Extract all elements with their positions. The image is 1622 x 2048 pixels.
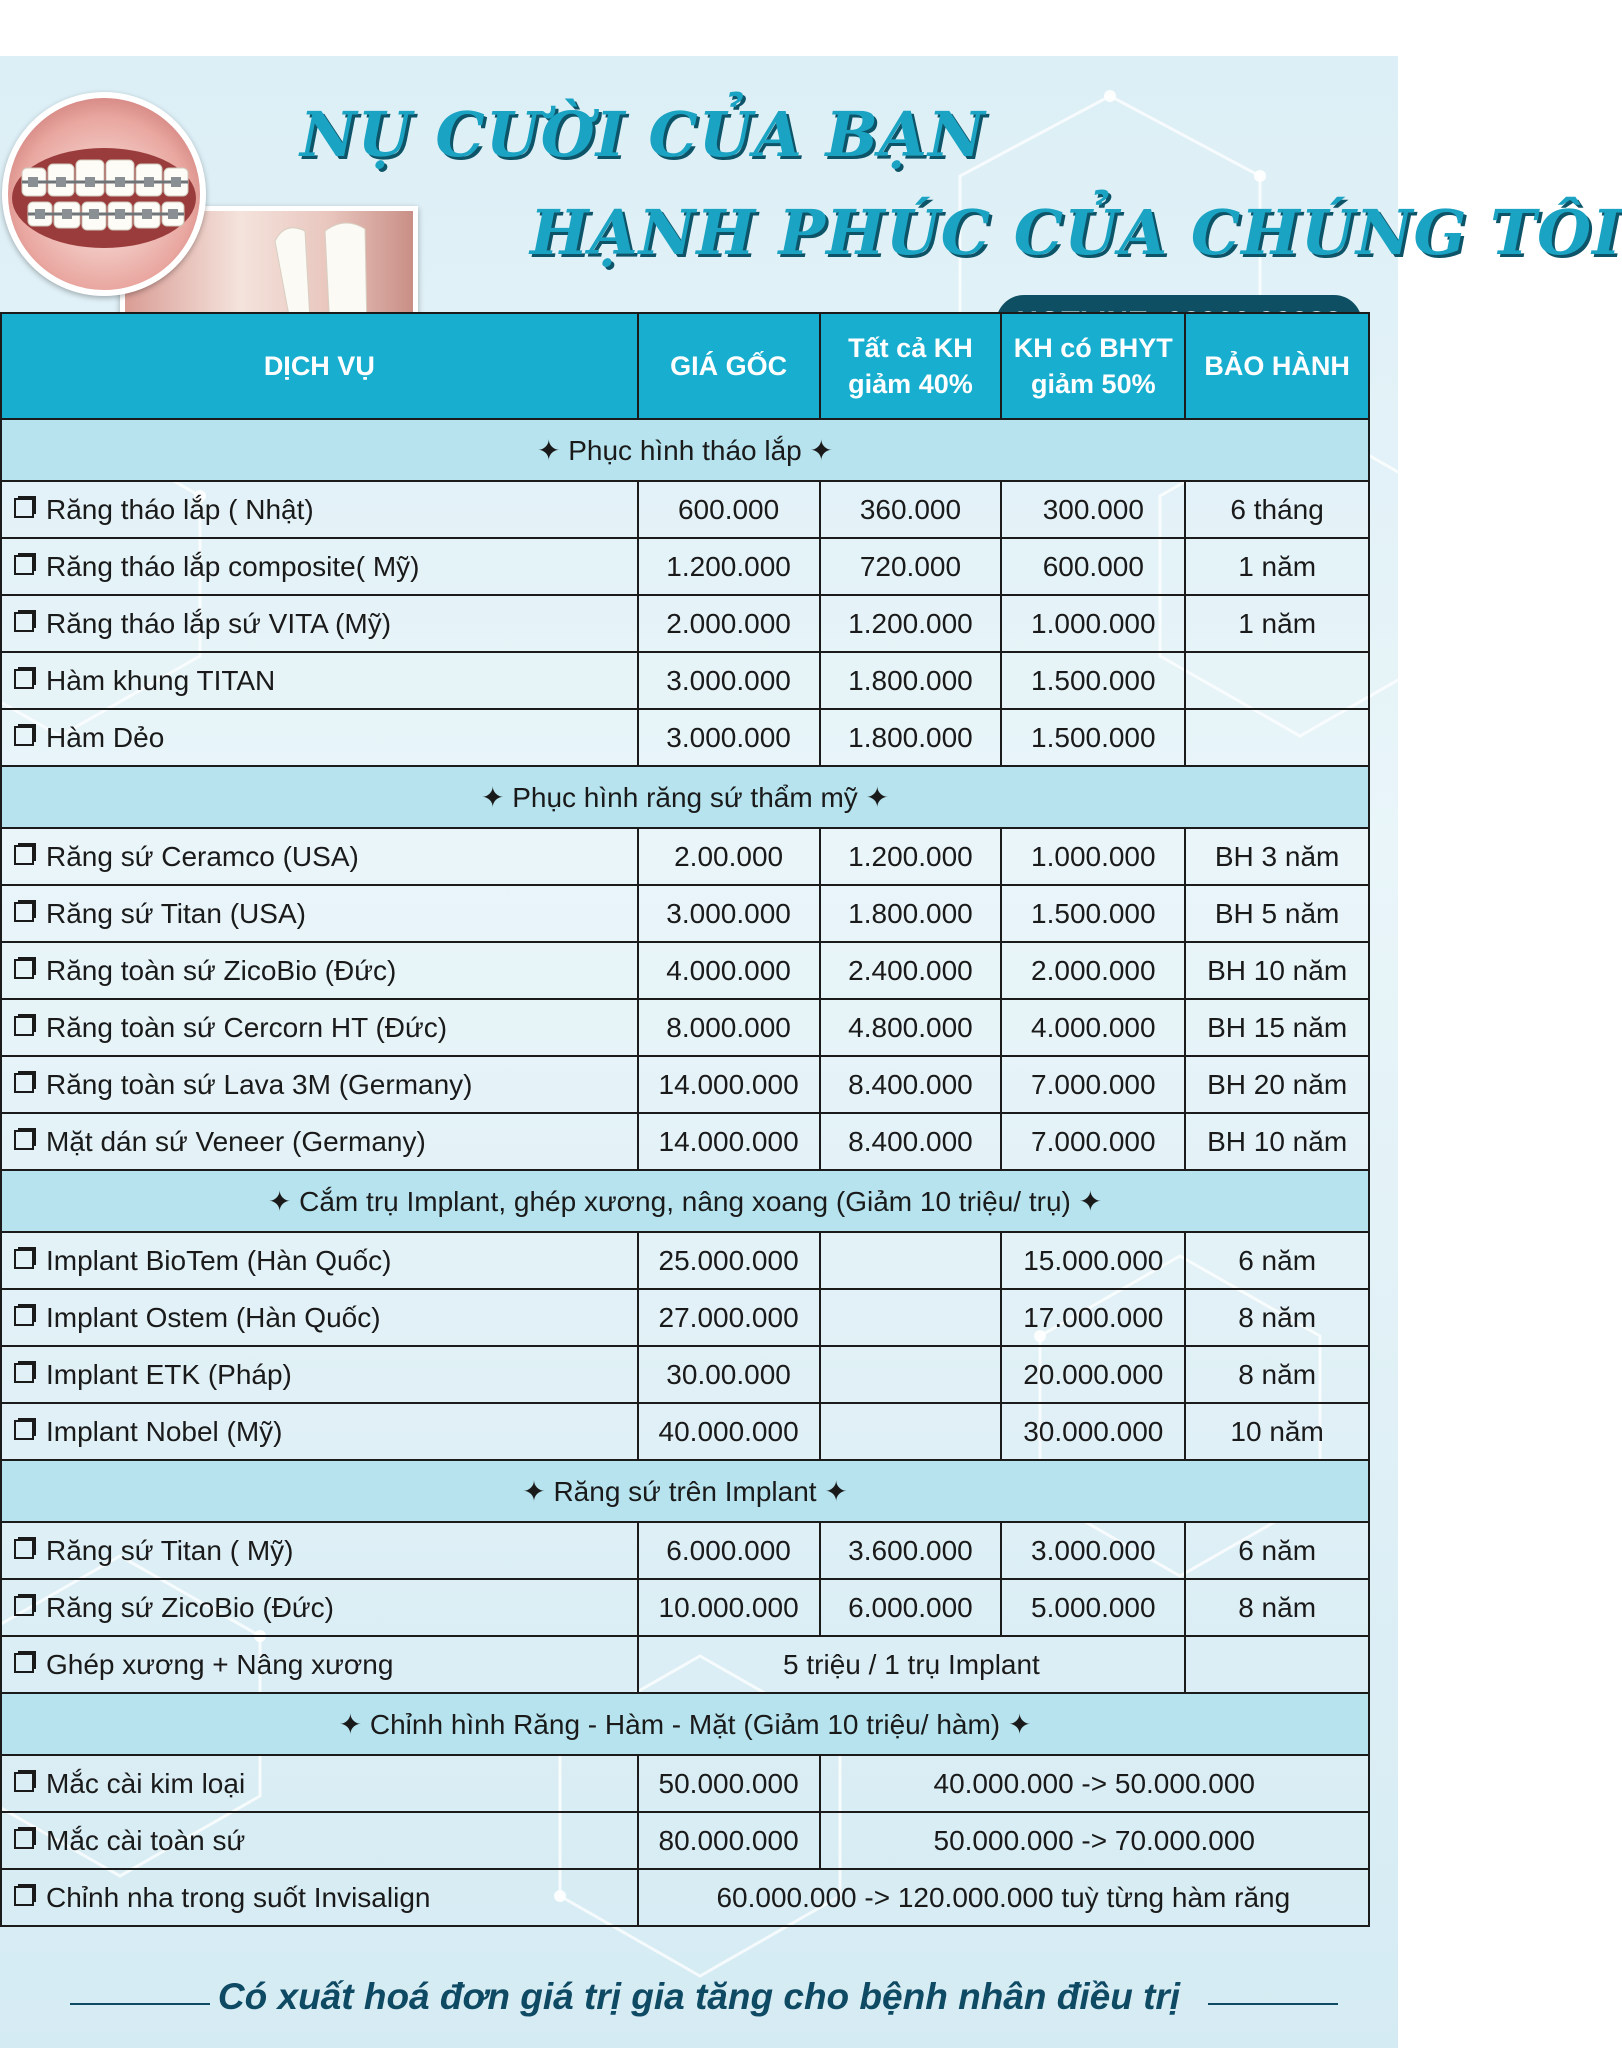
checkbox-icon: [14, 669, 34, 689]
section-title-cell: [1, 766, 1369, 828]
col-header-discount-40-line2: giảm 40%: [848, 369, 973, 399]
service-name: Răng toàn sứ ZicoBio (Đức): [46, 954, 397, 986]
service-name: Răng tháo lắp sứ VITA (Mỹ): [46, 607, 392, 639]
warranty: 8 năm: [1185, 1289, 1369, 1346]
table-row: [1, 538, 1369, 595]
section-title-cell: [1, 1693, 1369, 1755]
original-price: 80.000.000: [638, 1812, 820, 1869]
table-row: [1, 1232, 1369, 1289]
bhyt-50-price: 1.000.000: [1001, 595, 1185, 652]
service-name: Ghép xương + Nâng xương: [46, 1648, 394, 1680]
original-price: 3.000.000: [638, 652, 820, 709]
discount-40-price: 6.000.000: [820, 1579, 1002, 1636]
section-header: [1, 1170, 1369, 1232]
warranty: BH 5 năm: [1185, 885, 1369, 942]
table-row: [1, 652, 1369, 709]
service-name-cell: [1, 999, 638, 1056]
footer-note: Có xuất hoá đơn giá trị gia tăng cho bệnh nhân điều trị: [217, 1976, 1181, 2017]
star-icon: ✦: [480, 781, 513, 813]
warranty: [1185, 1636, 1369, 1693]
original-price: 14.000.000: [638, 1056, 820, 1113]
star-icon: ✦: [267, 1185, 300, 1217]
service-name-cell: [1, 1289, 638, 1346]
discount-40-price: 4.800.000: [820, 999, 1002, 1056]
warranty: 6 năm: [1185, 1232, 1369, 1289]
discount-40-price: [820, 1232, 1002, 1289]
service-name: Răng sứ Ceramco (USA): [46, 840, 359, 872]
star-icon: ✦: [338, 1708, 370, 1740]
service-name: Implant Ostem (Hàn Quốc): [46, 1301, 381, 1333]
table-row: [1, 828, 1369, 885]
bhyt-50-price: 300.000: [1001, 481, 1185, 538]
checkbox-icon: [14, 845, 34, 865]
checkbox-icon: [14, 1653, 34, 1673]
warranty: 10 năm: [1185, 1403, 1369, 1460]
service-name-cell: [1, 1113, 638, 1170]
bhyt-50-price: 1.500.000: [1001, 885, 1185, 942]
discount-40-price: 1.800.000: [820, 652, 1002, 709]
checkbox-icon: [14, 902, 34, 922]
bhyt-50-price: 1.500.000: [1001, 652, 1185, 709]
bhyt-50-price: 20.000.000: [1001, 1346, 1185, 1403]
original-price: 14.000.000: [638, 1113, 820, 1170]
service-name-cell: [1, 652, 638, 709]
service-name-cell: [1, 1579, 638, 1636]
col-header-discount-40-line1: Tất cả KH: [848, 333, 973, 363]
discount-40-price: 3.600.000: [820, 1522, 1002, 1579]
checkbox-icon: [14, 1016, 34, 1036]
title-line-1: NỤ CƯỜI CỦA BẠN: [300, 98, 986, 171]
price-table: [0, 312, 1370, 1927]
table-row: [1, 1346, 1369, 1403]
table-row: [1, 1636, 1369, 1693]
table-row: [1, 595, 1369, 652]
discount-40-price: 1.800.000: [820, 885, 1002, 942]
warranty: BH 10 năm: [1185, 942, 1369, 999]
original-price: 2.00.000: [638, 828, 820, 885]
table-row: [1, 1403, 1369, 1460]
service-name-cell: [1, 1869, 638, 1926]
discount-40-price: 1.200.000: [820, 595, 1002, 652]
original-price: 50.000.000: [638, 1755, 820, 1812]
discount-40-price: [820, 1346, 1002, 1403]
service-name-cell: [1, 595, 638, 652]
warranty: BH 3 năm: [1185, 828, 1369, 885]
warranty: 6 tháng: [1185, 481, 1369, 538]
service-name-cell: [1, 1346, 638, 1403]
discount-40-price: 8.400.000: [820, 1113, 1002, 1170]
service-name-cell: [1, 1232, 638, 1289]
bhyt-50-price: 17.000.000: [1001, 1289, 1185, 1346]
table-row: [1, 1579, 1369, 1636]
service-name: Răng tháo lắp composite( Mỹ): [46, 550, 420, 582]
section-title: Chỉnh hình Răng - Hàm - Mặt (Giảm 10 triệu/ hàm): [369, 1708, 1001, 1740]
service-name: Mắc cài kim loại: [46, 1767, 246, 1799]
discount-40-price: 1.800.000: [820, 709, 1002, 766]
section-title: Phục hình răng sứ thẩm mỹ: [512, 781, 858, 813]
service-name: Hàm Dẻo: [46, 721, 165, 753]
service-name: Implant ETK (Pháp): [46, 1358, 292, 1390]
star-icon: ✦: [857, 781, 890, 813]
bhyt-50-price: 7.000.000: [1001, 1056, 1185, 1113]
service-name: Răng sứ ZicoBio (Đức): [46, 1591, 334, 1623]
service-name: Hàm khung TITAN: [46, 664, 276, 696]
service-name-cell: [1, 1056, 638, 1113]
col-header-bhyt-50: [1001, 313, 1185, 419]
service-name-cell: [1, 1636, 638, 1693]
service-name: Răng sứ Titan ( Mỹ): [46, 1534, 294, 1566]
col-header-bhyt-50-line2: giảm 50%: [1031, 369, 1156, 399]
original-price: 2.000.000: [638, 595, 820, 652]
checkbox-icon: [14, 1363, 34, 1383]
warranty: [1185, 652, 1369, 709]
col-header-bhyt-50-line1: KH có BHYT: [1013, 333, 1173, 363]
col-header-discount-40: [820, 313, 1002, 419]
table-row: [1, 1812, 1369, 1869]
section-title-cell: [1, 1460, 1369, 1522]
table-row: [1, 1869, 1369, 1926]
table-row: [1, 709, 1369, 766]
checkbox-icon: [14, 1130, 34, 1150]
service-name: Implant Nobel (Mỹ): [46, 1415, 283, 1447]
table-body: [1, 419, 1369, 1926]
service-name-cell: [1, 1755, 638, 1812]
checkbox-icon: [14, 1596, 34, 1616]
section-header: [1, 766, 1369, 828]
checkbox-icon: [14, 1073, 34, 1093]
original-price: 3.000.000: [638, 885, 820, 942]
checkbox-icon: [14, 612, 34, 632]
bhyt-50-price: 1.000.000: [1001, 828, 1185, 885]
bhyt-50-price: 4.000.000: [1001, 999, 1185, 1056]
original-price: 27.000.000: [638, 1289, 820, 1346]
section-title: Cắm trụ Implant, ghép xương, nâng xoang (Giảm 10 triệu/ trụ): [299, 1185, 1071, 1217]
discount-40-price: [820, 1289, 1002, 1346]
original-price: 10.000.000: [638, 1579, 820, 1636]
table-row: [1, 1289, 1369, 1346]
checkbox-icon: [14, 1772, 34, 1792]
service-name-cell: [1, 828, 638, 885]
warranty: BH 10 năm: [1185, 1113, 1369, 1170]
service-name: Mắc cài toàn sứ: [46, 1824, 246, 1856]
warranty: 8 năm: [1185, 1579, 1369, 1636]
col-header-service: DỊCH VỤ: [1, 313, 638, 419]
table-row: [1, 481, 1369, 538]
section-title-cell: [1, 419, 1369, 481]
original-price: 40.000.000: [638, 1403, 820, 1460]
braces-smile-photo: [2, 92, 206, 296]
warranty: BH 20 năm: [1185, 1056, 1369, 1113]
service-name-cell: [1, 942, 638, 999]
star-icon: ✦: [816, 1475, 848, 1507]
service-name-cell: [1, 709, 638, 766]
original-price: 8.000.000: [638, 999, 820, 1056]
bhyt-50-price: 3.000.000: [1001, 1522, 1185, 1579]
table-row: [1, 1056, 1369, 1113]
service-name-cell: [1, 1522, 638, 1579]
checkbox-icon: [14, 1420, 34, 1440]
service-name-cell: [1, 538, 638, 595]
service-name: Răng sứ Titan (USA): [46, 897, 306, 929]
col-header-original-price: GIÁ GỐC: [638, 313, 820, 419]
checkbox-icon: [14, 1886, 34, 1906]
service-name-cell: [1, 481, 638, 538]
service-name: Mặt dán sứ Veneer (Germany): [46, 1125, 426, 1157]
original-price: 600.000: [638, 481, 820, 538]
service-name: Răng toàn sứ Lava 3M (Germany): [46, 1068, 473, 1100]
star-icon: ✦: [1000, 1708, 1032, 1740]
warranty: 8 năm: [1185, 1346, 1369, 1403]
service-name: Răng toàn sứ Cercorn HT (Đức): [46, 1011, 448, 1043]
star-icon: ✦: [536, 434, 569, 466]
service-name: Chỉnh nha trong suốt Invisalign: [46, 1881, 431, 1913]
discount-40-price: 2.400.000: [820, 942, 1002, 999]
service-name: Implant BioTem (Hàn Quốc): [46, 1244, 392, 1276]
merged-price-cell: 5 triệu / 1 trụ Implant: [638, 1636, 1186, 1693]
discount-40-price: 1.200.000: [820, 828, 1002, 885]
star-icon: ✦: [1070, 1185, 1103, 1217]
bhyt-50-price: 1.500.000: [1001, 709, 1185, 766]
price-range: 50.000.000 -> 70.000.000: [820, 1812, 1369, 1869]
service-name-cell: [1, 1403, 638, 1460]
star-icon: ✦: [801, 434, 833, 466]
price-range: 40.000.000 -> 50.000.000: [820, 1755, 1369, 1812]
section-header: [1, 1693, 1369, 1755]
warranty: BH 15 năm: [1185, 999, 1369, 1056]
table-row: [1, 999, 1369, 1056]
bhyt-50-price: 30.000.000: [1001, 1403, 1185, 1460]
original-price: 30.00.000: [638, 1346, 820, 1403]
original-price: 25.000.000: [638, 1232, 820, 1289]
discount-40-price: 360.000: [820, 481, 1002, 538]
section-header: [1, 419, 1369, 481]
table-header: [1, 313, 1369, 419]
merged-price-cell: 60.000.000 -> 120.000.000 tuỳ từng hàm răng: [638, 1869, 1369, 1926]
table-row: [1, 1113, 1369, 1170]
checkbox-icon: [14, 1539, 34, 1559]
service-name-cell: [1, 1812, 638, 1869]
section-title: Phục hình tháo lắp: [568, 434, 802, 466]
bhyt-50-price: 5.000.000: [1001, 1579, 1185, 1636]
warranty: 1 năm: [1185, 538, 1369, 595]
bhyt-50-price: 15.000.000: [1001, 1232, 1185, 1289]
checkbox-icon: [14, 1249, 34, 1269]
original-price: 6.000.000: [638, 1522, 820, 1579]
section-title-cell: [1, 1170, 1369, 1232]
bhyt-50-price: 7.000.000: [1001, 1113, 1185, 1170]
original-price: 3.000.000: [638, 709, 820, 766]
service-name: Răng tháo lắp ( Nhật): [46, 493, 314, 525]
checkbox-icon: [14, 498, 34, 518]
checkbox-icon: [14, 726, 34, 746]
title-line-2: HẠNH PHÚC CỦA CHÚNG TÔI: [530, 196, 1622, 269]
discount-40-price: 8.400.000: [820, 1056, 1002, 1113]
checkbox-icon: [14, 959, 34, 979]
warranty: [1185, 709, 1369, 766]
table-row: [1, 885, 1369, 942]
star-icon: ✦: [522, 1475, 554, 1507]
bhyt-50-price: 600.000: [1001, 538, 1185, 595]
checkbox-icon: [14, 1306, 34, 1326]
bhyt-50-price: 2.000.000: [1001, 942, 1185, 999]
warranty: 6 năm: [1185, 1522, 1369, 1579]
checkbox-icon: [14, 1829, 34, 1849]
service-name-cell: [1, 885, 638, 942]
table-row: [1, 1755, 1369, 1812]
section-title: Răng sứ trên Implant: [553, 1475, 817, 1507]
col-header-warranty: BẢO HÀNH: [1185, 313, 1369, 419]
original-price: 4.000.000: [638, 942, 820, 999]
warranty: 1 năm: [1185, 595, 1369, 652]
checkbox-icon: [14, 555, 34, 575]
original-price: 1.200.000: [638, 538, 820, 595]
table-row: [1, 1522, 1369, 1579]
section-header: [1, 1460, 1369, 1522]
discount-40-price: [820, 1403, 1002, 1460]
discount-40-price: 720.000: [820, 538, 1002, 595]
table-row: [1, 942, 1369, 999]
